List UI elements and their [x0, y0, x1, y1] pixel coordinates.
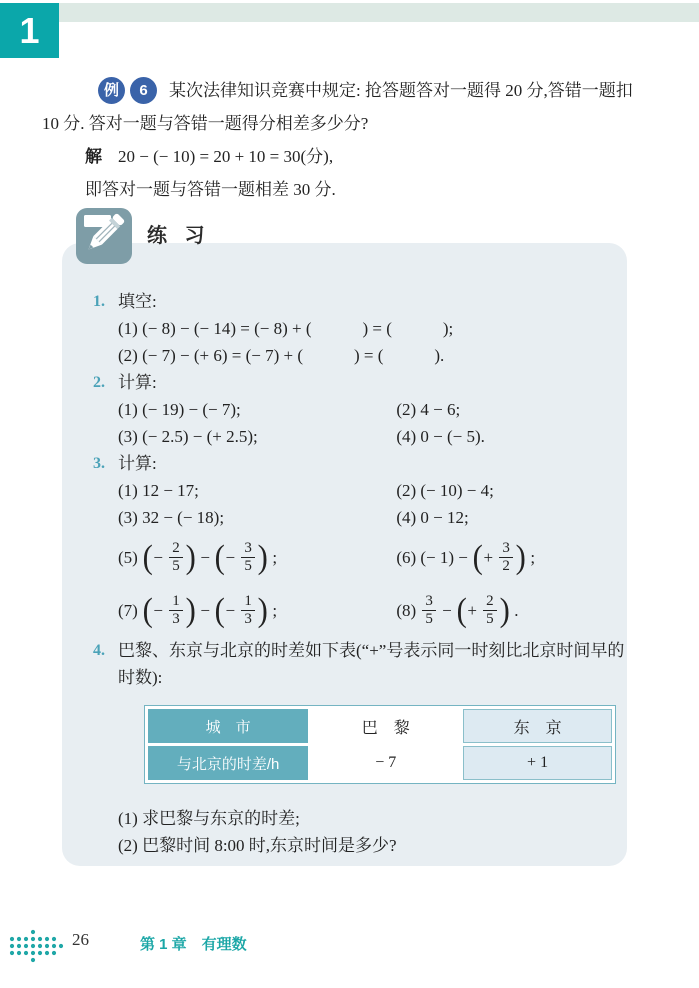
exercise-line: (2) (− 7) − (+ 6) = (− 7) + ( ) = ( ). — [118, 346, 445, 365]
table-cell-paris-diff: − 7 — [311, 746, 460, 780]
exercise-subitem: (1) 求巴黎与东京的时差; — [118, 809, 300, 828]
table-cell-tokyo-diff: + 1 — [463, 746, 612, 780]
practice-panel — [62, 225, 627, 866]
exercise-item: (3) 32 − (− 18); — [118, 508, 225, 527]
exercise-title: 计算: — [118, 454, 157, 473]
exercise-intro: 巴黎、东京与北京的时差如下表(“+”号表示同一时刻比北京时间早的 — [118, 641, 625, 660]
exercise-row — [118, 584, 615, 637]
page-number: 26 — [72, 930, 89, 949]
table-row — [148, 746, 612, 780]
exercise-item: (2) (− 10) − 4; — [396, 481, 494, 500]
exercise-item: (6) (− 1) − ( + $\frac{3}{2}$ ) ; — [396, 538, 536, 576]
exercise-title: 填空: — [118, 292, 157, 311]
exercise-3 — [93, 450, 615, 637]
example-conclusion: 即答对一题与答错一题相差 30 分. — [85, 180, 336, 199]
example-section — [42, 74, 672, 206]
solution-label: 解 — [85, 147, 102, 166]
exercise-item: (3) (− 2.5) − (+ 2.5); — [118, 427, 258, 446]
exercise-number: 2. — [93, 374, 105, 391]
timezone-table — [144, 705, 616, 784]
footer-dots-icon — [8, 928, 68, 969]
exercise-item: (7) ( − $\frac{1}{3}$ ) − ( − $\frac{1}{3}$ ) ; — [118, 591, 278, 629]
chapter-tab: 1 — [0, 3, 59, 58]
exercise-item: (5) ( − $\frac{2}{5}$ ) − ( − $\frac{3}{5}$ ) ; — [118, 538, 278, 576]
footer — [0, 922, 699, 966]
example-solution — [42, 140, 672, 173]
exercise-1 — [93, 288, 615, 369]
exercise-2 — [93, 369, 615, 450]
table-cell-tokyo: 东 京 — [463, 709, 612, 743]
exercise-intro-2: 时数): — [118, 668, 163, 687]
example-line-1 — [42, 74, 672, 107]
example-badge — [98, 77, 157, 104]
exercise-4 — [93, 637, 625, 859]
example-badge-number: 6 — [130, 77, 157, 104]
example-text-2: 10 分. 答对一题与答错一题得分相差多少分? — [42, 114, 369, 133]
exercise-item: (4) 0 − (− 5). — [396, 427, 485, 446]
example-text-1: 某次法律知识竞赛中规定: 抢答题答对一题得 20 分,答错一题扣 — [169, 81, 633, 100]
exercise-number: 3. — [93, 455, 105, 472]
exercise-item: (2) 4 − 6; — [396, 400, 461, 419]
example-badge-label: 例 — [98, 77, 125, 104]
exercise-subitem: (2) 巴黎时间 8:00 时,东京时间是多少? — [118, 836, 397, 855]
exercise-number: 1. — [93, 293, 105, 310]
top-band — [59, 3, 699, 22]
exercise-number: 4. — [93, 642, 105, 659]
exercise-row — [118, 396, 615, 423]
exercise-row — [118, 531, 615, 584]
exercise-item: (1) 12 − 17; — [118, 481, 199, 500]
solution-text: 20 − (− 10) = 20 + 10 = 30(分), — [118, 147, 334, 166]
exercise-item: (4) 0 − 12; — [396, 508, 469, 527]
pencil-notebook-icon — [75, 207, 133, 265]
table-cell-paris: 巴 黎 — [311, 709, 460, 743]
exercise-line: (1) (− 8) − (− 14) = (− 8) + ( ) = ( ); — [118, 319, 454, 338]
chapter-label: 第 1 章 有理数 — [140, 936, 247, 953]
exercise-title: 计算: — [118, 373, 157, 392]
exercise-row — [118, 423, 615, 450]
practice-title: 练 习 — [147, 225, 211, 247]
exercise-list — [62, 243, 627, 859]
exercise-item: (1) (− 19) − (− 7); — [118, 400, 241, 419]
table-header-diff: 与北京的时差/h — [148, 746, 308, 780]
table-header-city: 城 市 — [148, 709, 308, 743]
table-row — [148, 709, 612, 743]
exercise-item: (8) 3 5 − ( + $\frac{2}{5}$ ) . — [396, 591, 519, 629]
exercise-row — [118, 504, 615, 531]
exercise-row — [118, 477, 615, 504]
